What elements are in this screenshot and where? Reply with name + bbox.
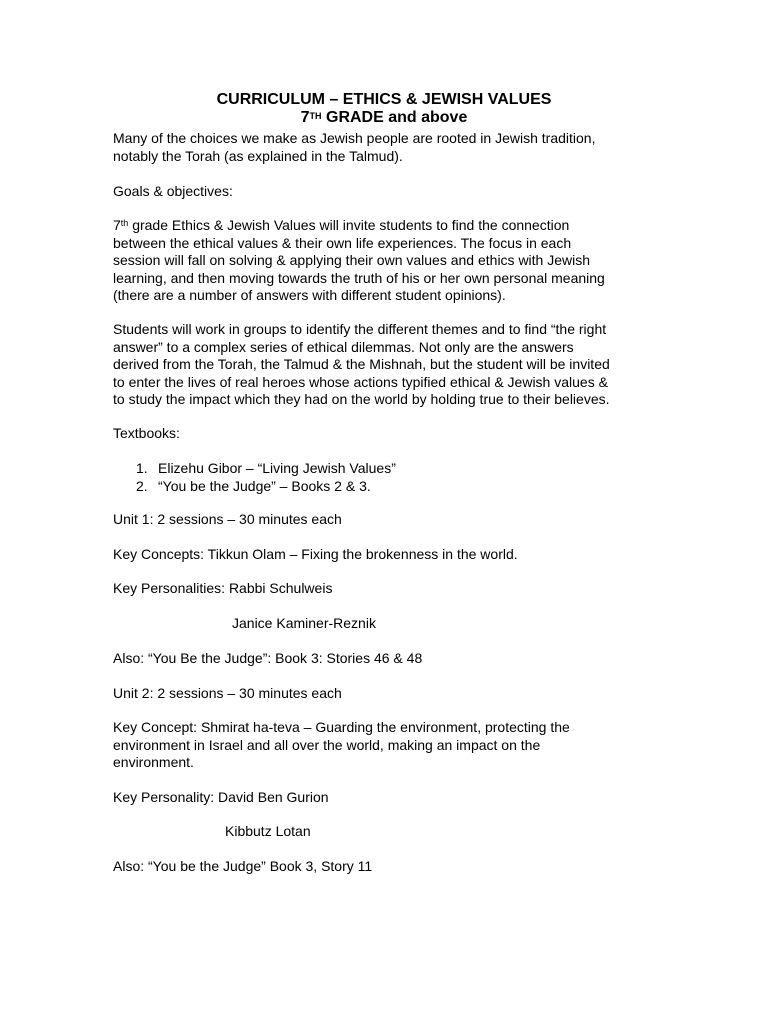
unit1-also: Also: “You Be the Judge”: Book 3: Stories 46 & 48 (113, 650, 423, 666)
intro-paragraph (113, 130, 673, 165)
textbook-title: “You be the Judge” – Books 2 & 3. (158, 477, 371, 494)
goals-line: session will fall on solving & applying their own values and ethics with Jewish (113, 252, 591, 268)
unit1-key-concepts: Key Concepts: Tikkun Olam – Fixing the brokenness in the world. (113, 546, 518, 562)
title-line-2 (0, 109, 768, 127)
goals-grade-superscript: th (120, 218, 129, 228)
goals-line: between the ethical values & their own life experiences. The focus in each (113, 234, 572, 251)
goals-line (113, 217, 673, 235)
goals-heading: Goals & objectives: (113, 183, 233, 199)
groups-paragraph (113, 321, 673, 409)
unit1-key-personalities: Key Personalities: Rabbi Schulweis (113, 580, 333, 596)
grade-rest: GRADE and above (321, 109, 468, 126)
textbook-item (136, 460, 696, 478)
groups-line: derived from the Torah, the Talmud & the Mishnah, but the student will be invited (113, 356, 610, 372)
grade-superscript: TH (309, 111, 322, 121)
unit2-key-concept (113, 719, 673, 772)
intro-line: notably the Torah (as explained in the Talmud). (113, 147, 403, 164)
goals-line: (there are a number of answers with different student opinions). (113, 287, 506, 303)
textbook-list (136, 460, 696, 495)
unit2-heading: Unit 2: 2 sessions – 30 minutes each (113, 685, 342, 701)
groups-line: answer” to a complex series of ethical dilemmas. Not only are the answers (113, 338, 574, 355)
goals-paragraph (113, 217, 673, 305)
groups-line: to enter the lives of real heroes whose actions typified ethical & Jewish values & (113, 373, 608, 390)
goals-line: learning, and then moving towards the truth of his or her own personal meaning (113, 269, 605, 286)
textbooks-heading: Textbooks: (113, 425, 180, 441)
groups-line: to study the impact which they had on the world by holding true to their believes. (113, 391, 610, 407)
unit2-concept-line: environment in Israel and all over the world, making an impact on the (113, 736, 541, 753)
unit1-heading: Unit 1: 2 sessions – 30 minutes each (113, 511, 342, 527)
goals-first-rest: grade Ethics & Jewish Values will invite students to find the connection (128, 217, 570, 233)
groups-line: Students will work in groups to identify the different themes and to find “the right (113, 321, 607, 337)
goals-grade-number: 7 (113, 217, 121, 233)
unit2-concept-line: Key Concept: Shmirat ha-teva – Guarding the environment, protecting the (113, 719, 570, 735)
unit1-personality-2: Janice Kaminer-Reznik (232, 615, 376, 631)
textbook-item (136, 478, 696, 496)
textbook-number: 2. (136, 477, 148, 494)
unit2-also: Also: “You be the Judge” Book 3, Story 11 (113, 858, 373, 874)
unit2-key-personality: Key Personality: David Ben Gurion (113, 789, 329, 805)
textbook-title: Elizehu Gibor – “Living Jewish Values” (158, 460, 396, 476)
unit2-personality-2: Kibbutz Lotan (225, 823, 311, 839)
intro-line: Many of the choices we make as Jewish people are rooted in Jewish tradition, (113, 130, 596, 146)
grade-number: 7 (300, 109, 310, 126)
textbook-number: 1. (136, 460, 148, 476)
title-line-1: CURRICULUM – ETHICS & JEWISH VALUES (216, 91, 552, 108)
unit2-concept-line: environment. (113, 754, 194, 770)
